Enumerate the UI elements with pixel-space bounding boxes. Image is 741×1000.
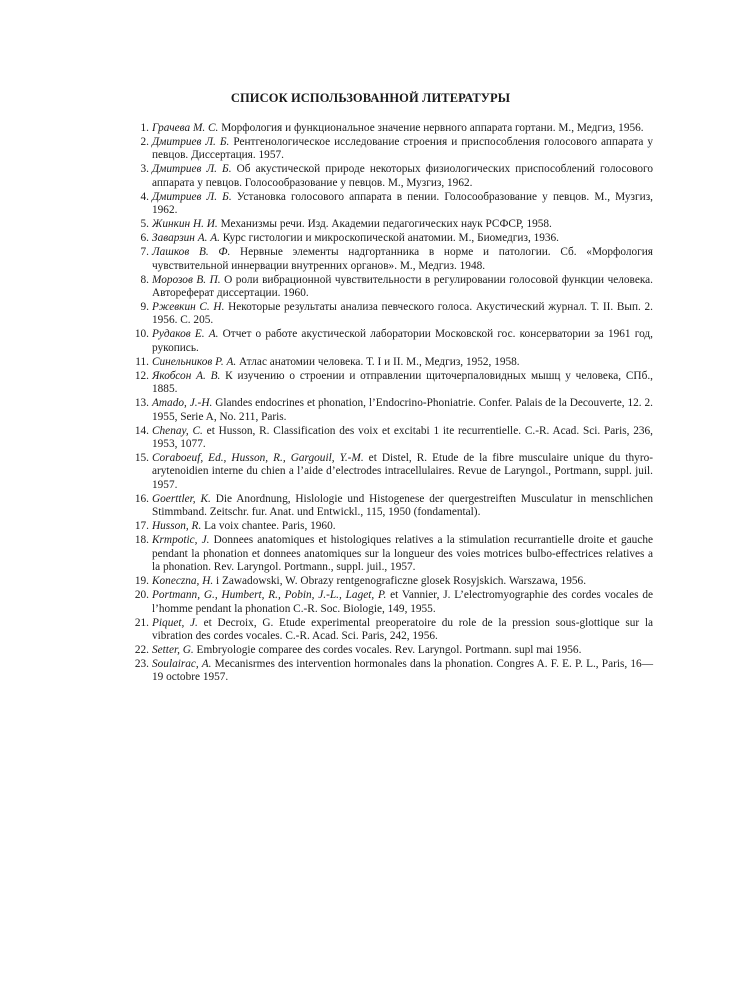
- reference-number: 19.: [134, 575, 149, 588]
- reference-authors: Морозов В. П.: [152, 273, 221, 286]
- reference-number: 11.: [135, 355, 149, 368]
- reference-entry: [131, 575, 653, 588]
- reference-entry: [131, 589, 653, 616]
- reference-entry: [131, 191, 653, 218]
- reference-entry: [131, 232, 653, 245]
- reference-authors: Soulairac, A.: [152, 657, 212, 670]
- reference-number: 7.: [140, 246, 149, 259]
- reference-entry: [131, 274, 653, 301]
- reference-authors: Amado, J.-H.: [152, 397, 213, 410]
- reference-text: Морфология и функциональное значение нервного аппарата гортани. М., Медгиз, 1956.: [218, 122, 644, 134]
- reference-entry: [131, 452, 653, 492]
- reference-text: Donnees anatomiques et histologiques relatives a la stimulation recurrantielle droite et gauche pendant la phonation et donnees anatomiques sur la longueur des voies motrices bulbo-effectrices relatives a la phonation. Rev. Laryngol. Portmann., suppl. juil., 1957.: [152, 534, 653, 574]
- reference-text: et Distel, R. Etude de la fibre musculaire unique du thyro-arytenoidien interne du chien a l’aide d’electrodes intracellulaires. Revue de Laryngol., Portmann, suppl. juil. 1957.: [152, 452, 653, 491]
- reference-text: Нервные элементы надгортанника в норме и патологии. Сб. «Морфология чувствительной иннервации внутренних органов». М., Медгиз. 1948.: [152, 246, 653, 272]
- reference-authors: Дмитриев Л. Б.: [152, 136, 230, 148]
- reference-number: 15.: [134, 452, 149, 465]
- reference-entry: [131, 163, 653, 190]
- reference-number: 9.: [140, 301, 149, 314]
- reference-authors: Piquet, J.: [152, 616, 198, 629]
- reference-list: [131, 122, 653, 685]
- reference-text: К изучению о строении и отправлении щиточерпаловидных мышц у человека, СПб., 1885.: [152, 369, 653, 396]
- reference-text: Mecanisrmes des intervention hormonales dans la phonation. Congres A. F. E. P. L., Paris, 16—19 octobre 1957.: [152, 657, 653, 684]
- reference-entry: [131, 136, 653, 163]
- reference-authors: Якобсон А. В.: [152, 369, 221, 382]
- reference-authors: Goerttler, K.: [152, 492, 211, 505]
- reference-text: Установка голосового аппарата в пении. Голосообразование у певцов. М., Музгиз, 1962.: [152, 190, 653, 217]
- reference-entry: [131, 520, 653, 533]
- reference-entry: [131, 425, 653, 452]
- reference-number: 21.: [134, 616, 149, 629]
- reference-entry: [131, 246, 653, 273]
- reference-entry: [131, 397, 653, 424]
- reference-number: 17.: [134, 520, 149, 533]
- reference-number: 18.: [134, 534, 149, 547]
- reference-text: Рентгенологическое исследование строения и приспособления голосового аппарата у певцов. Диссертация. 1957.: [152, 136, 654, 162]
- reference-text: Курс гистологии и микроскопической анатомии. М., Биомедгиз, 1936.: [219, 232, 560, 245]
- reference-entry: [131, 493, 653, 520]
- reference-authors: Дмитриев Л. Б.: [152, 163, 232, 176]
- reference-text: Отчет о работе акустической лаборатории Московской гос. консерватории за 1961 год, рукопись.: [152, 328, 653, 354]
- reference-text: Об акустической природе некоторых физиологических приспособлений голосового аппарата у певцов. Голосообразование у певцов. М., Музгиз, 1962.: [152, 163, 653, 189]
- reference-text: Механизмы речи. Изд. Академии педагогических наук РСФСР, 1958.: [217, 218, 552, 231]
- reference-entry: [131, 370, 653, 397]
- reference-entry: [131, 301, 653, 328]
- reference-authors: Грачева М. С.: [152, 122, 219, 134]
- reference-entry: [131, 658, 653, 685]
- reference-authors: Рудаков Е. А.: [152, 328, 219, 341]
- reference-authors: Husson, R.: [152, 520, 202, 533]
- reference-authors: Ржевкин С. Н.: [152, 301, 225, 314]
- reference-text: Embryologie comparee des cordes vocales. Rev. Laryngol. Portmann. supl mai 1956.: [193, 643, 582, 656]
- reference-number: 23.: [134, 657, 149, 670]
- reference-authors: Заварзин А. А.: [152, 232, 220, 245]
- reference-number: 1.: [140, 122, 149, 134]
- reference-authors: Жинкин Н. И.: [152, 218, 218, 231]
- reference-authors: Koneczna, H.: [152, 575, 214, 588]
- reference-text: i Zawadowski, W. Obrazy rentgenograficzne glosek Rosyjskich. Warszawa, 1956.: [213, 575, 587, 588]
- reference-entry: [131, 534, 653, 574]
- reference-entry: [131, 617, 653, 644]
- reference-authors: Portmann, G., Humbert, R., Pobin, J.-L., Laget, P.: [152, 589, 387, 602]
- reference-entry: [131, 356, 653, 369]
- reference-number: 4.: [140, 190, 149, 203]
- reference-entry: [131, 328, 653, 355]
- reference-authors: Синельников Р. А.: [152, 355, 237, 368]
- reference-text: Некоторые результаты анализа певческого голоса. Акустический журнал. Т. II. Вып. 2. 1956. С. 205.: [152, 301, 653, 327]
- reference-number: 13.: [134, 397, 149, 410]
- reference-authors: Setter, G.: [152, 643, 194, 656]
- reference-text: La voix chantee. Paris, 1960.: [201, 520, 336, 533]
- reference-text: Glandes endocrines et phonation, l’Endocrino-Phoniatrie. Confer. Palais de la Decouverte, 12. 2. 1955, Serie A, No. 211, Paris.: [152, 397, 653, 423]
- reference-entry: [131, 644, 653, 657]
- reference-number: 12.: [134, 369, 149, 382]
- reference-entry: [131, 218, 653, 231]
- reference-text: et Decroix, G. Etude experimental preoperatoire du role de la pression sous-glottique sur la vibration des cordes vocales. C.-R. Acad. Sci. Paris, 242, 1956.: [152, 616, 653, 642]
- reference-authors: Дмитриев Л. Б.: [152, 190, 232, 203]
- reference-authors: Coraboeuf, Ed., Husson, R., Gargouil, Y.-M.: [152, 452, 364, 465]
- reference-text: et Vannier, J. L’electromyographie des cordes vocales de l’homme pendant la phonation C.-R. Soc. Biologie, 149, 1955.: [152, 589, 653, 615]
- reference-number: 6.: [140, 232, 149, 245]
- reference-authors: Chenay, C.: [152, 424, 203, 437]
- page-title: СПИСОК ИСПОЛЬЗОВАННОЙ ЛИТЕРАТУРЫ: [230, 91, 511, 105]
- reference-entry: [131, 122, 653, 135]
- reference-number: 14.: [134, 424, 149, 437]
- reference-text: Die Anordnung, Hislologie und Histogenese der quergestreiften Musculatur in menschlichen Stimmband. Zeitschr. fur. Anat. und Entwickl., 115, 1950 (fondamental).: [152, 492, 653, 519]
- reference-number: 10.: [134, 328, 149, 341]
- reference-number: 5.: [140, 218, 149, 231]
- reference-number: 8.: [140, 273, 149, 286]
- reference-number: 20.: [134, 589, 149, 602]
- reference-text: et Husson, R. Classification des voix et excitabi 1 ite recurrentielle. C.-R. Acad. Sci. Paris, 236, 1953, 1077.: [152, 424, 653, 451]
- reference-number: 3.: [140, 163, 149, 176]
- reference-number: 16.: [134, 492, 149, 505]
- reference-authors: Krmpotic, J.: [152, 534, 210, 547]
- reference-text: О роли вибрационной чувствительности в регулировании голосовой функции человека. Автореферат диссертации. 1960.: [152, 273, 653, 300]
- reference-number: 22.: [134, 643, 149, 656]
- reference-number: 2.: [140, 136, 149, 148]
- reference-text: Атлас анатомии человека. Т. I и II. М., Медгиз, 1952, 1958.: [236, 355, 520, 368]
- reference-authors: Лашков В. Ф.: [152, 246, 231, 259]
